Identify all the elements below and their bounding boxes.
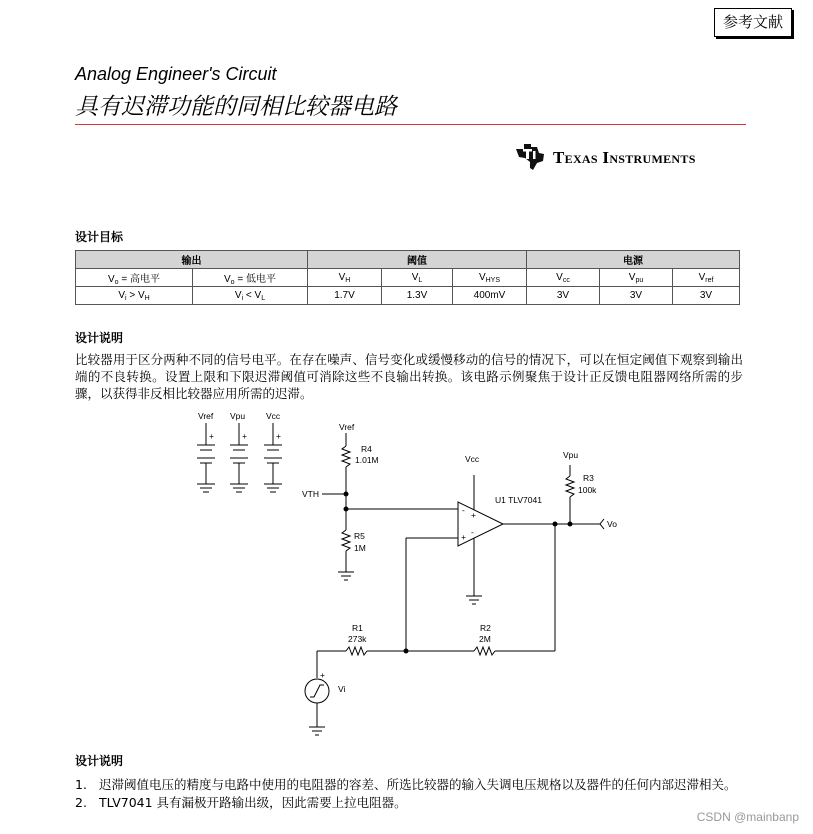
circuit-schematic bbox=[0, 405, 813, 745]
description-heading: 设计说明 bbox=[75, 331, 124, 345]
notes-list bbox=[75, 777, 745, 813]
label-vi: Vi bbox=[338, 684, 346, 694]
cell-vpu: 3V bbox=[600, 287, 673, 305]
list-number: 1. bbox=[75, 777, 87, 792]
cell-vh: 1.7V bbox=[308, 287, 382, 305]
watermark: CSDN @mainbanp bbox=[696, 810, 799, 824]
ti-logo-icon bbox=[513, 141, 547, 173]
col-vo-low: $V_o$ = 低电平 bbox=[193, 269, 308, 287]
col-vo-high: $V_o$ = 高电平 bbox=[76, 269, 193, 287]
doc-series-title: Analog Engineer's Circuit bbox=[75, 64, 277, 84]
cell-vi-gt-vh: $V_i > V_H$ bbox=[76, 287, 193, 305]
label-r3-value: 100k bbox=[578, 485, 597, 495]
label-r1-value: 273k bbox=[348, 634, 367, 644]
design-goals-table bbox=[75, 250, 740, 305]
label-r1: R1 bbox=[352, 623, 363, 633]
label-vpu: Vpu bbox=[563, 450, 579, 460]
label-u1: U1 TLV7041 bbox=[495, 495, 542, 505]
label-supply-vref: Vref bbox=[198, 411, 214, 421]
label-vcc: Vcc bbox=[465, 454, 480, 464]
col-vh: $V_H$ bbox=[308, 269, 382, 287]
list-item bbox=[75, 795, 745, 811]
col-vl: $V_L$ bbox=[382, 269, 453, 287]
label-supply-vcc: Vcc bbox=[266, 411, 281, 421]
list-item bbox=[75, 777, 745, 793]
group-output: 输出 bbox=[76, 251, 308, 269]
label-r5: R5 bbox=[354, 531, 365, 541]
cell-vi-lt-vl: $V_i < V_L$ bbox=[193, 287, 308, 305]
logo-text: Texas Instruments bbox=[553, 148, 696, 167]
cell-vhys: 400mV bbox=[453, 287, 527, 305]
list-number: 2. bbox=[75, 795, 87, 810]
label-r4: R4 bbox=[361, 444, 372, 454]
label-r2: R2 bbox=[480, 623, 491, 633]
description-paragraph: 比较器用于区分两种不同的信号电平。在存在噪声、信号变化或缓慢移动的信号的情况下，可以在恒定阈值下观察到输出端的不良转换。设置上限和下限迟滞阈值可消除这些不良输出转换。该电路示例聚焦于设计正反馈电阻器网络所需的步骤，以获得非反相比较器应用所需的迟滞。 bbox=[75, 352, 743, 401]
col-vhys: $V_{HYS}$ bbox=[453, 269, 527, 287]
col-vcc: $V_{cc}$ bbox=[527, 269, 600, 287]
cell-vcc: 3V bbox=[527, 287, 600, 305]
plus-sign: + bbox=[276, 431, 281, 441]
label-r5-value: 1M bbox=[354, 543, 366, 553]
label-supply-vpu: Vpu bbox=[230, 411, 246, 421]
opamp-plus-pin: + bbox=[471, 510, 476, 520]
opamp-minus-pin: - bbox=[462, 505, 465, 515]
label-r3: R3 bbox=[583, 473, 594, 483]
resistor-r1 bbox=[346, 647, 367, 655]
plus-sign: + bbox=[320, 670, 325, 680]
resistor-r3 bbox=[566, 476, 574, 497]
label-vth: VTH bbox=[302, 489, 319, 499]
label-vo: Vo bbox=[607, 519, 617, 529]
label-r2-value: 2M bbox=[479, 634, 491, 644]
col-vpu: $V_{pu}$ bbox=[600, 269, 673, 287]
resistor-r5 bbox=[342, 530, 350, 551]
label-vref: Vref bbox=[339, 422, 355, 432]
ti-logo bbox=[513, 141, 745, 173]
col-vref: $V_{ref}$ bbox=[673, 269, 740, 287]
opamp-plus-pin: + bbox=[461, 532, 466, 542]
resistor-r2 bbox=[474, 647, 495, 655]
page-title: 具有迟滞功能的同相比较器电路 bbox=[75, 94, 397, 120]
plus-sign: + bbox=[242, 431, 247, 441]
label-r4-value: 1.01M bbox=[355, 455, 379, 465]
cell-vref: 3V bbox=[673, 287, 740, 305]
design-goals-heading: 设计目标 bbox=[75, 230, 124, 244]
list-text: 迟滞阈值电压的精度与电路中使用的电阻器的容差、所选比较器的输入失调电压规格以及器件的任何内部迟滞相关。 bbox=[99, 777, 737, 792]
opamp-minus-pin: - bbox=[471, 527, 474, 537]
reference-button[interactable]: 参考文献 bbox=[714, 8, 792, 37]
title-rule bbox=[75, 124, 746, 125]
resistor-r4 bbox=[342, 446, 350, 467]
plus-sign: + bbox=[209, 431, 214, 441]
group-threshold: 阈值 bbox=[308, 251, 527, 269]
notes-heading: 设计说明 bbox=[75, 754, 124, 768]
list-text: TLV7041 具有漏极开路输出级，因此需要上拉电阻器。 bbox=[99, 795, 407, 810]
cell-vl: 1.3V bbox=[382, 287, 453, 305]
group-supply: 电源 bbox=[527, 251, 740, 269]
